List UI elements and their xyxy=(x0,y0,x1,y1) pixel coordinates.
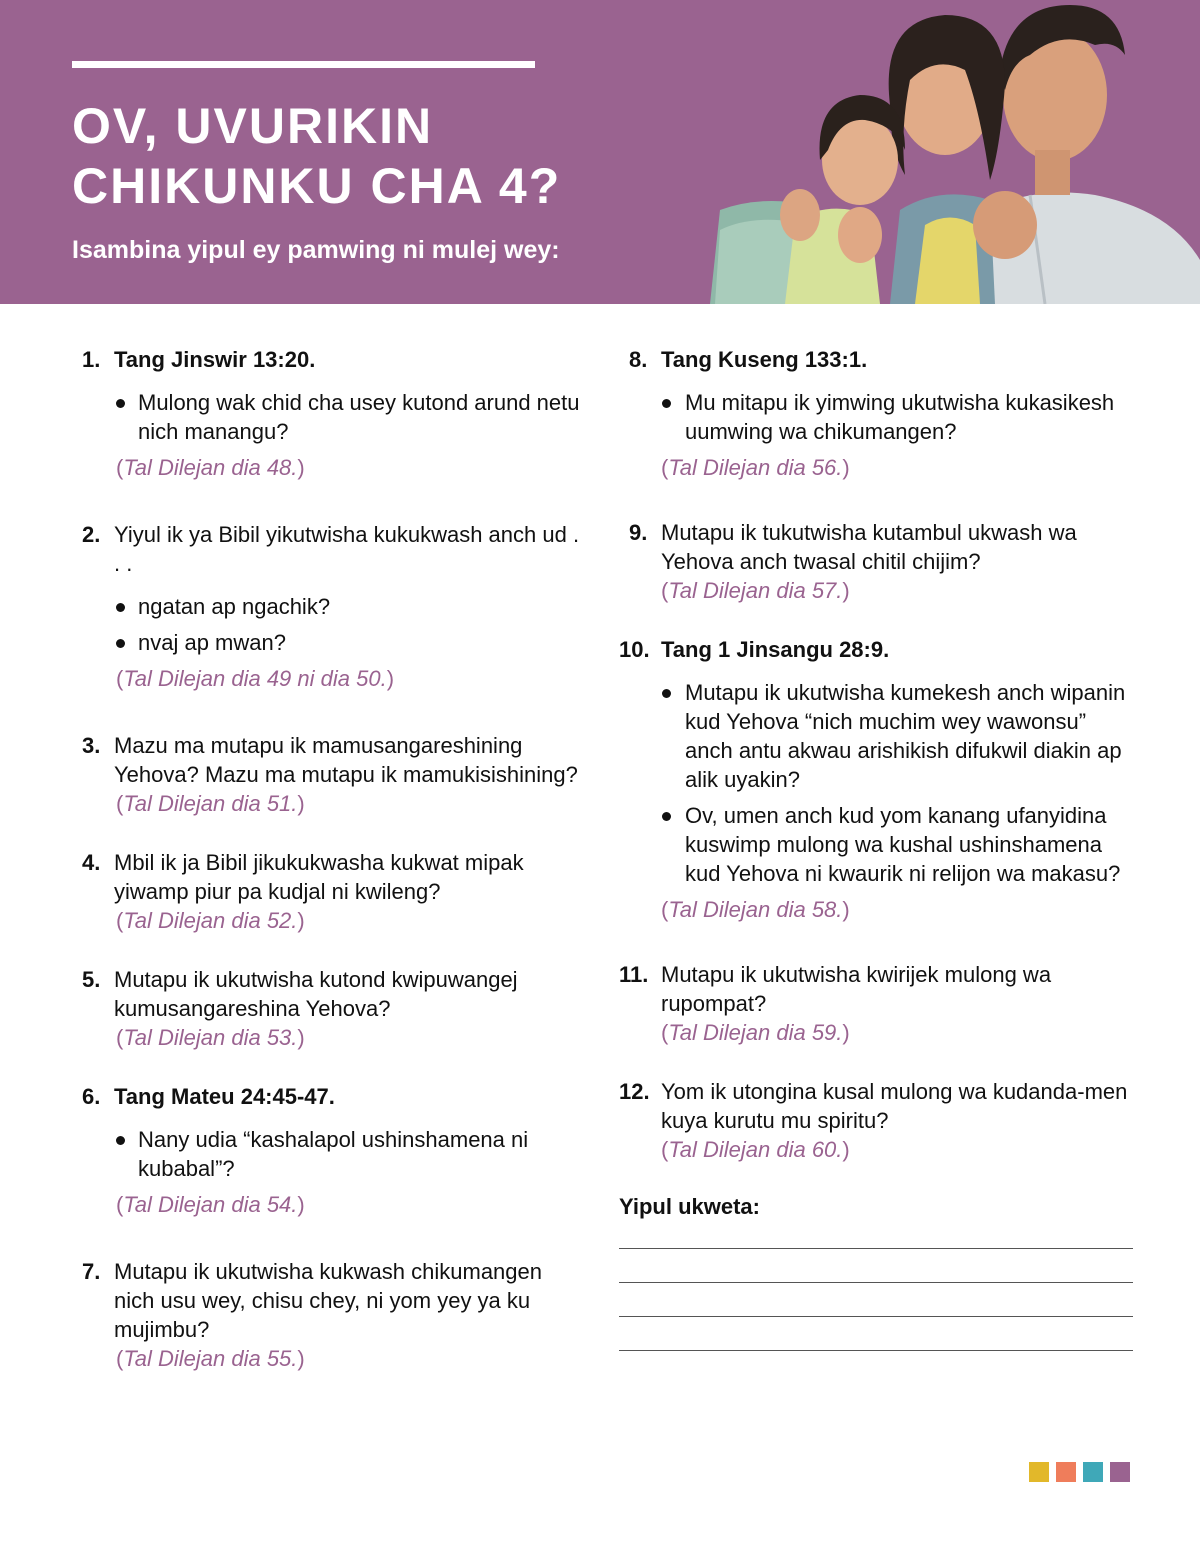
family-praying-illustration xyxy=(700,0,1200,304)
question-8: 8. Tang Kuseng 133:1. Mu mitapu ik yimwing ukutwisha kukasikesh uumwing wa chikumangen? (Tal Dilejan dia 56.) xyxy=(619,345,1139,482)
list-item: nvaj ap mwan? xyxy=(82,628,582,657)
notes-title: Yipul ukweta: xyxy=(619,1194,760,1219)
question-11: 11. Mutapu ik ukutwisha kwirijek mulong wa rupompat? (Tal Dilejan dia 59.) xyxy=(619,960,1139,1047)
note-line xyxy=(619,1248,1133,1249)
question-text: Mutapu ik ukutwisha kwirijek mulong wa rupompat? xyxy=(661,962,1052,1016)
header-rule xyxy=(72,61,535,68)
swatch-teal xyxy=(1083,1462,1103,1482)
note-line xyxy=(619,1350,1133,1351)
bullet-list xyxy=(619,678,1139,888)
bullet-icon xyxy=(116,1136,125,1145)
bullet-icon xyxy=(662,399,671,408)
list-item: Mutapu ik ukutwisha kumekesh anch wipanin kud Yehova “nich muchim wey wawonsu” anch antu akwau arishikish difukwil diakin ap alik uyakin? xyxy=(619,678,1139,794)
swatch-yellow xyxy=(1029,1462,1049,1482)
question-10: 10. Tang 1 Jinsangu 28:9. Mutapu ik ukutwisha kumekesh anch wipanin kud Yehova “nich muchim wey wawonsu” anch antu akwau arishikish difukwil diakin ap alik uyakin? Ov, umen anch kud yom kanang ufanyidina kuswimp mulong wa kushal ushinshamena kud Yehova ni kwaurik ni relijon wa makasu? (Tal Dilejan dia 58.) xyxy=(619,635,1139,924)
bullet-icon xyxy=(116,399,125,408)
reference: (Tal Dilejan dia 48.) xyxy=(116,455,305,480)
question-text: Tang Jinswir 13:20. xyxy=(114,347,316,372)
swatch-purple xyxy=(1110,1462,1130,1482)
question-text: Tang Kuseng 133:1. xyxy=(661,347,868,372)
color-swatches xyxy=(1029,1462,1130,1482)
bullet-list xyxy=(82,592,582,657)
page-subtitle: Isambina yipul ey pamwing ni mulej wey: xyxy=(72,236,560,264)
question-text: Mazu ma mutapu ik mamusangareshining Yehova? Mazu ma mutapu ik mamukisishining? xyxy=(114,733,578,787)
note-line xyxy=(619,1316,1133,1317)
question-text: Yom ik utongina kusal mulong wa kudanda-men kuya kurutu mu spiritu? xyxy=(661,1079,1128,1133)
list-item: Nany udia “kashalapol ushinshamena ni kubabal”? xyxy=(82,1125,582,1183)
question-text: Mutapu ik ukutwisha kukwash chikumangen nich usu wey, chisu chey, ni yom yey ya ku mujimbu? xyxy=(114,1259,543,1342)
question-text: Tang Mateu 24:45-47. xyxy=(114,1084,335,1109)
reference: (Tal Dilejan dia 53.) xyxy=(116,1025,305,1050)
note-line xyxy=(619,1282,1133,1283)
bullet-icon xyxy=(116,603,125,612)
reference: (Tal Dilejan dia 52.) xyxy=(116,908,305,933)
reference: (Tal Dilejan dia 54.) xyxy=(116,1192,305,1217)
reference: (Tal Dilejan dia 58.) xyxy=(661,897,850,922)
bullet-list xyxy=(82,388,582,446)
reference: (Tal Dilejan dia 57.) xyxy=(661,578,850,603)
question-9: 9. Mutapu ik tukutwisha kutambul ukwash wa Yehova anch twasal chitil chijim? (Tal Dilejan dia 57.) xyxy=(619,518,1139,605)
question-text: Tang 1 Jinsangu 28:9. xyxy=(661,637,890,662)
reference: (Tal Dilejan dia 59.) xyxy=(661,1020,850,1045)
question-text: Mbil ik ja Bibil jikukukwasha kukwat mipak yiwamp piur pa kudjal ni kwileng? xyxy=(114,850,524,904)
question-4: 4. Mbil ik ja Bibil jikukukwasha kukwat mipak yiwamp piur pa kudjal ni kwileng? (Tal Dilejan dia 52.) xyxy=(82,848,582,935)
list-item: ngatan ap ngachik? xyxy=(82,592,582,621)
list-item: Ov, umen anch kud yom kanang ufanyidina kuswimp mulong wa kushal ushinshamena kud Yehova ni kwaurik ni relijon wa makasu? xyxy=(619,801,1139,888)
list-item: Mu mitapu ik yimwing ukutwisha kukasikesh uumwing wa chikumangen? xyxy=(619,388,1139,446)
question-text: Mutapu ik ukutwisha kutond kwipuwangej kumusangareshina Yehova? xyxy=(114,967,518,1021)
list-item: Mulong wak chid cha usey kutond arund netu nich manangu? xyxy=(82,388,582,446)
question-3: 3. Mazu ma mutapu ik mamusangareshining Yehova? Mazu ma mutapu ik mamukisishining? (Tal Dilejan dia 51.) xyxy=(82,731,582,818)
reference: (Tal Dilejan dia 60.) xyxy=(661,1137,850,1162)
swatch-orange xyxy=(1056,1462,1076,1482)
bullet-icon xyxy=(662,689,671,698)
question-6: 6. Tang Mateu 24:45-47. Nany udia “kashalapol ushinshamena ni kubabal”? (Tal Dilejan dia 54.) xyxy=(82,1082,582,1219)
reference: (Tal Dilejan dia 55.) xyxy=(116,1346,305,1371)
question-text: Mutapu ik tukutwisha kutambul ukwash wa Yehova anch twasal chitil chijim? xyxy=(661,520,1077,574)
question-12: 12. Yom ik utongina kusal mulong wa kudanda-men kuya kurutu mu spiritu? (Tal Dilejan dia 60.) xyxy=(619,1077,1139,1164)
question-1: 1. Tang Jinswir 13:20. Mulong wak chid cha usey kutond arund netu nich manangu? (Tal Dilejan dia 48.) xyxy=(82,345,582,482)
bullet-icon xyxy=(116,639,125,648)
reference: (Tal Dilejan dia 49 ni dia 50.) xyxy=(116,666,395,691)
questions-right-column xyxy=(619,345,1139,1164)
question-text: Yiyul ik ya Bibil yikutwisha kukukwash anch ud . . . xyxy=(114,522,580,576)
bullet-list xyxy=(619,388,1139,446)
bullet-list xyxy=(82,1125,582,1183)
header-banner xyxy=(0,0,1200,304)
reference: (Tal Dilejan dia 51.) xyxy=(116,791,305,816)
question-7: 7. Mutapu ik ukutwisha kukwash chikumangen nich usu wey, chisu chey, ni yom yey ya ku mujimbu? (Tal Dilejan dia 55.) xyxy=(82,1257,582,1373)
page-title: OV, UVURIKIN CHIKUNKU CHA 4? xyxy=(72,98,562,214)
question-5: 5. Mutapu ik ukutwisha kutond kwipuwangej kumusangareshina Yehova? (Tal Dilejan dia 53.) xyxy=(82,965,582,1052)
bullet-icon xyxy=(662,812,671,821)
question-2: 2. Yiyul ik ya Bibil yikutwisha kukukwash anch ud . . . ngatan ap ngachik? nvaj ap mwan? (Tal Dilejan dia 49 ni dia 50.) xyxy=(82,520,582,693)
questions-left-column xyxy=(82,345,582,1373)
reference: (Tal Dilejan dia 56.) xyxy=(661,455,850,480)
